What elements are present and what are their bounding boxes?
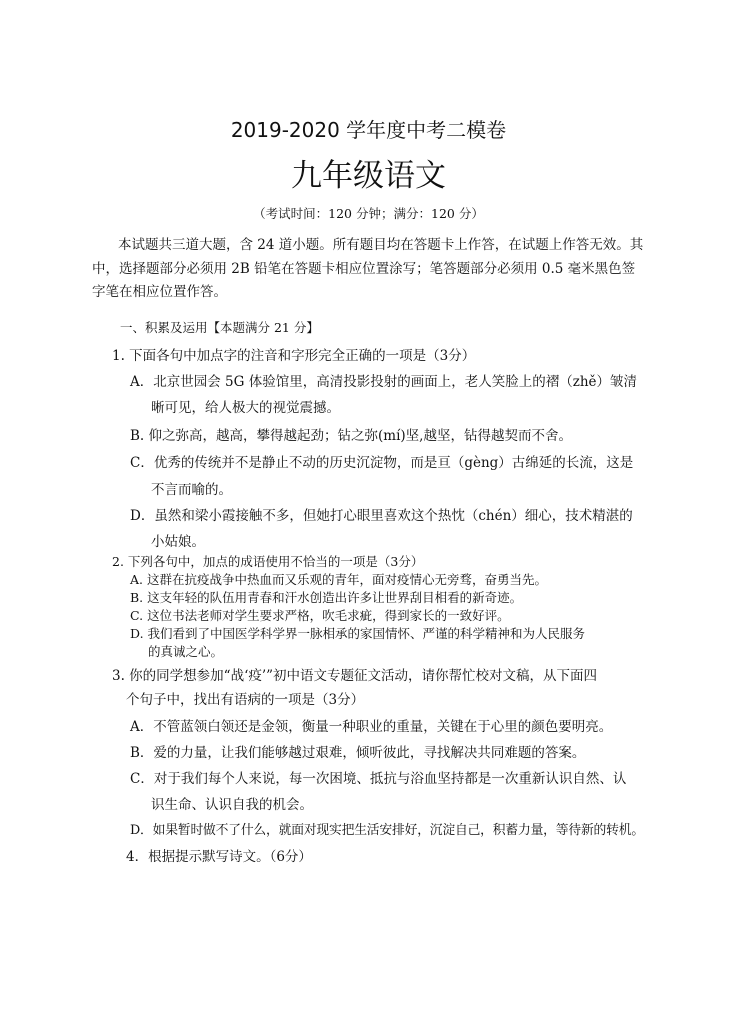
question-3-option-a: A．不管蓝领白领还是金领，衡量一种职业的重量，关键在于心里的颜色要明亮。 <box>130 719 613 735</box>
exam-subject-title: 九年级语文 <box>291 158 446 194</box>
question-3-option-c-cont: 识生命、认识自我的机会。 <box>151 797 313 813</box>
question-2-option-d-cont: 的真诚之心。 <box>148 644 224 659</box>
question-3-option-d: D．如果暂时做不了什么，就面对现实把生活安排好，沉淀自己，积蓄力量，等待新的转机。 <box>130 823 644 838</box>
question-1-stem: 1. 下面各句中加点字的注音和字形完全正确的一项是（3分） <box>112 348 476 364</box>
question-2-option-d: D. 我们看到了中国医学科学界一脉相承的家国情怀、严谨的科学精神和为人民服务 <box>130 626 586 641</box>
question-3-option-c: C．对于我们每个人来说，每一次困境、抵抗与浴血坚持都是一次重新认识自然、认 <box>130 771 627 787</box>
question-1-option-c-cont: 不言而喻的。 <box>151 482 232 498</box>
question-1-option-a-cont: 晰可见，给人极大的视觉震撼。 <box>151 400 340 416</box>
question-2-option-b: B. 这支年轻的队伍用青春和汗水创造出许多让世界刮目相看的新奇迹。 <box>130 590 523 605</box>
question-2-option-c: C. 这位书法老师对学生要求严格，吹毛求疵，得到家长的一致好评。 <box>130 608 510 623</box>
question-1-option-b: B. 仰之弥高，越高，攀得越起劲；钻之弥(mí)坚,越坚，钻得越契而不舍。 <box>130 428 572 444</box>
question-1-option-d-cont: 小姑娘。 <box>151 534 205 550</box>
question-3-option-b: B．爱的力量，让我们能够越过艰难，倾听彼此，寻找解决共同难题的答案。 <box>130 745 586 761</box>
question-3-stem-cont: 个句子中，找出有语病的一项是（3分） <box>126 692 365 708</box>
instructions-line: 字笔在相应位置作答。 <box>92 284 227 300</box>
instructions-line: 中，选择题部分必须用 2B 铅笔在答题卡相应位置涂写；笔答题部分必须用 0.5 毫米黑色签 <box>92 261 636 277</box>
question-2-option-a: A. 这群在抗疫战争中热血而又乐观的青年，面对疫情心无旁骛，奋勇当先。 <box>130 572 547 587</box>
question-1-option-d: D．虽然和梁小霞接触不多，但她打心眼里喜欢这个热忱（chén）细心，技术精湛的 <box>130 508 633 524</box>
instructions-line: 本试题共三道大题，含 24 道小题。所有题目均在答题卡上作答，在试题上作答无效。其 <box>118 237 644 253</box>
exam-title: 2019-2020 学年度中考二模卷 <box>230 118 507 142</box>
section-heading: 一、积累及运用【本题满分 21 分】 <box>120 320 319 335</box>
question-1-option-c: C．优秀的传统并不是静止不动的历史沉淀物，而是亘（gèng）古绵延的长流，这是 <box>130 455 634 471</box>
exam-time-score-info: （考试时间：120 分钟；满分：120 分） <box>253 206 484 221</box>
question-3-stem: 3. 你的同学想参加“战‘疫’”初中语文专题征文活动，请你帮忙校对文稿，从下面四 <box>112 668 598 684</box>
question-2-stem: 2. 下列各句中，加点的成语使用不恰当的一项是（3分） <box>112 554 424 569</box>
question-1-option-a: A．北京世园会 5G 体验馆里，高清投影投射的画面上，老人笑脸上的褶（zhě）皱清 <box>130 374 638 390</box>
question-4-stem: 4．根据提示默写诗文。（6分） <box>126 849 312 865</box>
